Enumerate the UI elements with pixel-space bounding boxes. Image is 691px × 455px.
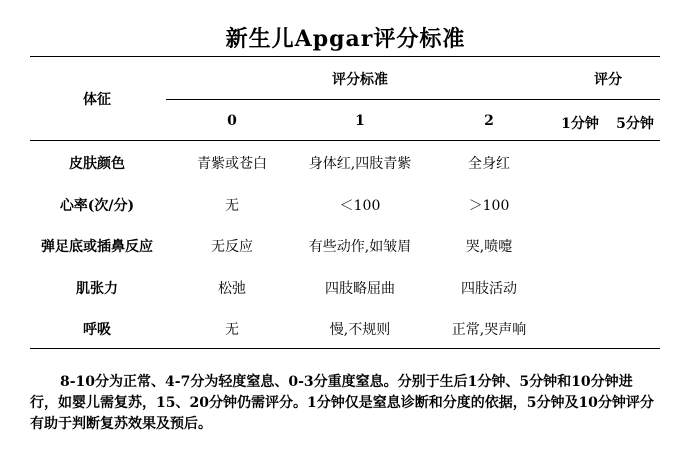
table-cell-score-0: 无反应 [211, 239, 253, 255]
top-rule [30, 56, 660, 57]
header-criteria: 评分标准 [332, 72, 388, 88]
header-sign: 体征 [83, 92, 111, 108]
table-row-sign: 呼吸 [83, 322, 111, 338]
table-cell-score-1: 有些动作,如皱眉 [308, 239, 412, 255]
table-cell-score-2: 四肢活动 [461, 281, 517, 297]
header-bottom-rule [30, 140, 660, 141]
footnote: 8-10分为正常、4-7分为轻度窒息、0-3分重度窒息。分别于生后1分钟、5分钟和10分钟进行，如婴儿需复苏，15、20分钟仍需评分。1分钟仅是窒息诊断和分度的依据，5分钟及10分钟评分有助于判断复苏效果及预后。 [30, 374, 654, 432]
header-sub-rule [166, 99, 660, 100]
table-cell-score-1: 慢,不规则 [329, 322, 391, 338]
header-level-1: 1 [355, 113, 365, 129]
table-cell-score-1: 身体红,四肢青紫 [308, 156, 412, 172]
table-cell-score-0: 无 [225, 198, 239, 214]
table-row-sign: 弹足底或插鼻反应 [41, 239, 153, 255]
table-cell-score-1: 四肢略屈曲 [325, 281, 395, 297]
table-row-sign: 心率(次/分) [59, 198, 135, 214]
table-cell-score-0: 无 [225, 322, 239, 338]
table-cell-score-1: ＜100 [339, 198, 381, 214]
table-cell-score-0: 青紫或苍白 [197, 156, 267, 172]
bottom-rule [30, 348, 660, 349]
table-cell-score-2: ＞100 [468, 198, 510, 214]
header-score: 评分 [594, 72, 622, 88]
table-row-sign: 肌张力 [76, 281, 118, 297]
table-title: 新生儿Apgar评分标准 [225, 26, 466, 52]
header-level-2: 2 [484, 113, 494, 129]
table-cell-score-2: 正常,哭声响 [451, 322, 527, 338]
header-time-1min: 1分钟 [561, 116, 599, 132]
table-cell-score-2: 全身红 [468, 156, 510, 172]
header-time-5min: 5分钟 [616, 116, 654, 132]
table-cell-score-0: 松弛 [218, 281, 246, 297]
table-cell-score-2: 哭,喷嚏 [465, 239, 513, 255]
table-row-sign: 皮肤颜色 [69, 156, 125, 172]
header-level-0: 0 [227, 113, 237, 129]
